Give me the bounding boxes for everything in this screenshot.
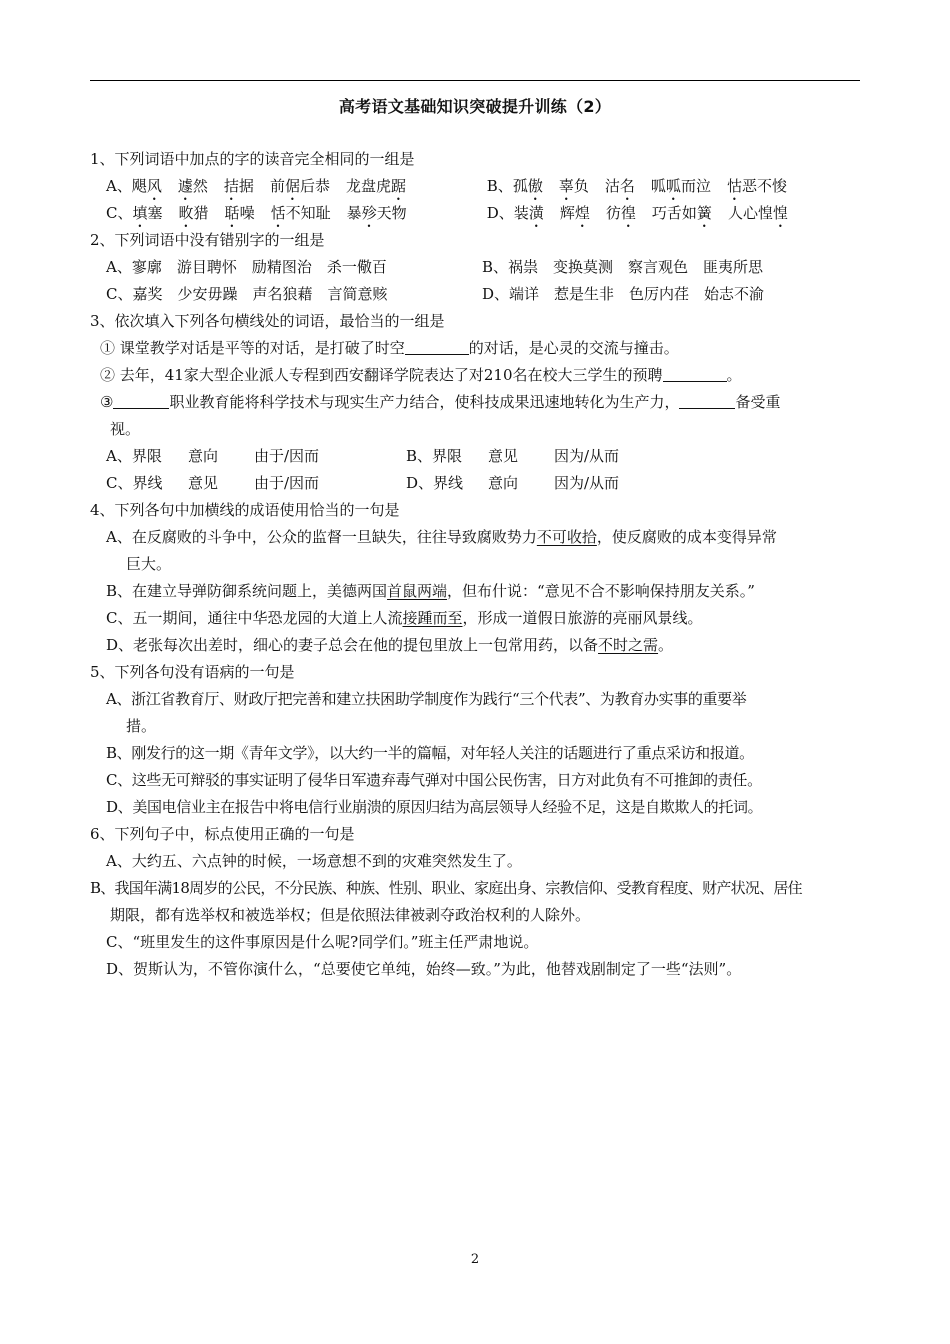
word: 暴殄天物: [346, 204, 407, 222]
word: 前倨后恭: [269, 177, 330, 195]
word: 拮据: [223, 177, 254, 195]
underlined-idiom: 不可收拾: [536, 528, 597, 546]
q5-option-c: C、这些无可辩驳的事实证明了侵华日军遗弃毒气弹对中国公民伤害，日方对此负有不可推卸的责任。: [106, 771, 762, 789]
fill-blank: [405, 338, 469, 355]
q2-option-d: D、端详 惹是生非 色厉内荏 始志不渝: [482, 285, 765, 303]
q3-option-d: D、界线 意向 因为/从而: [406, 474, 620, 492]
underlined-idiom: 不时之需: [598, 636, 659, 654]
q3-sentence-2: ② 去年，41家大型企业派人专程到西安翻译学院表达了对210名在校大三学生的预聘 。: [100, 366, 742, 384]
q1-option-d: [487, 200, 788, 231]
q6-option-d: D、贺斯认为，不管你演什么，“总要使它单纯，始终—致。”为此，他替戏剧制定了一些“法则”。: [106, 960, 742, 978]
q6-stem: 6、下列句子中，标点使用正确的一句是: [90, 825, 355, 843]
q2-option-a: A、寥廓 游目聘怀 励精图治 杀一儆百: [106, 258, 387, 276]
fill-blank: [113, 392, 169, 409]
word: 遽然: [177, 177, 208, 195]
q3-option-a: A、界限 意向 由于/因而: [106, 447, 320, 465]
page-number: 2: [470, 1252, 480, 1267]
q3-option-c: C、界线 意见 由于/因而: [106, 474, 320, 492]
word: 人心惶惶: [727, 204, 788, 222]
q3-sentence-1: ① 课堂教学对话是平等的对话，是打破了时空 的对话，是心灵的交流与撞击。: [100, 339, 679, 357]
q3-stem: 3、依次填入下列各句横线处的词语，最恰当的一组是: [90, 312, 445, 330]
word: 呱呱而泣: [650, 177, 711, 195]
word: 飓风: [131, 177, 162, 195]
q3-options-ab: [90, 443, 860, 470]
exercise-body: [90, 146, 860, 983]
q1-stem: 1、下列词语中加点的字的读音完全相同的一组是: [90, 150, 415, 168]
word: 装潢: [513, 204, 544, 222]
q2-option-b: B、祸祟 变换莫测 察言观色 匪夷所思: [482, 258, 764, 276]
q4-option-c: C、五一期间，通往中华恐龙园的大道上人流接踵而至，形成一道假日旅游的亮丽风景线。: [106, 609, 703, 627]
q2-stem: 2、下列词语中没有错别字的一组是: [90, 231, 325, 249]
word: 辜负: [558, 177, 589, 195]
word: 畋猎: [178, 204, 209, 222]
q1-a-label: A、: [106, 177, 132, 195]
q5-option-a: A、浙江省教育厅、财政厅把完善和建立扶困助学制度作为践行“三个代表”、为教育办实事的重要举: [106, 690, 747, 708]
q1-c-label: C、: [106, 204, 133, 222]
q5-option-d: D、美国电信业主在报告中将电信行业崩溃的原因归结为高层领导人经验不足，这是自欺欺人的托词。: [106, 798, 763, 816]
q2-options-ab: [90, 254, 860, 281]
word: 沽名: [604, 177, 635, 195]
fill-blank: [663, 365, 727, 382]
q3-sentence-3-cont: 视。: [110, 420, 141, 438]
q2-option-c: C、嘉奖 少安毋躁 声名狼藉 言简意赅: [106, 285, 388, 303]
q5-stem: 5、下列各句没有语病的一句是: [90, 663, 295, 681]
q1-options-cd: [90, 200, 860, 227]
q3-option-b: B、界限 意见 因为/从而: [406, 447, 620, 465]
q2-options-cd: [90, 281, 860, 308]
word: 恬不知耻: [270, 204, 331, 222]
word: 填塞: [132, 204, 163, 222]
q5-option-b: B、刚发行的这一期《青年文学》，以大约一半的篇幅，对年轻人关注的话题进行了重点采访和报道。: [106, 744, 754, 762]
q1-b-label: B、: [486, 177, 513, 195]
word: 巧舌如簧: [651, 204, 712, 222]
page-title: 高考语文基础知识突破提升训练（2）: [338, 97, 612, 116]
word: 辉煌: [559, 204, 590, 222]
q6-option-a: A、大约五、六点钟的时候，一场意想不到的灾难突然发生了。: [106, 852, 522, 870]
q4-option-a: A、在反腐败的斗争中，公众的监督一旦缺失，往往导致腐败势力不可收拾，使反腐败的成本变得异常: [106, 528, 777, 546]
q4-stem: 4、下列各句中加横线的成语使用恰当的一句是: [90, 501, 400, 519]
q1-d-label: D、: [486, 204, 514, 222]
underlined-idiom: 接踵而至: [402, 609, 463, 627]
word: 彷徨: [605, 204, 636, 222]
q1-options-ab: [90, 173, 860, 200]
q3-sentence-3: ③ 职业教育能将科学技术与现实生产力结合，使科技成果迅速地转化为生产力， 备受重: [100, 393, 781, 411]
q6-option-b-cont: 期限，都有选举权和被选举权；但是依照法律被剥夺政治权利的人除外。: [110, 906, 591, 924]
q3-options-cd: [90, 470, 860, 497]
q6-option-b: B、我国年满18周岁的公民，不分民族、种族、性别、职业、家庭出身、宗教信仰、受教育程度、财产状况、居住: [90, 879, 802, 897]
fill-blank: [679, 392, 735, 409]
q4-option-b: B、在建立导弹防御系统问题上，美德两国首鼠两端，但布什说：“意见不合不影响保持朋友关系。”: [106, 582, 755, 600]
q4-option-a-cont: 巨大。: [126, 555, 172, 573]
word: 孤傲: [512, 177, 543, 195]
underlined-idiom: 首鼠两端: [387, 582, 448, 600]
q6-option-c: C、“班里发生的这件事原因是什么呢?同学们。”班主任严肃地说。: [106, 933, 539, 951]
word: 龙盘虎踞: [345, 177, 407, 195]
q5-option-a-cont: 措。: [126, 717, 157, 735]
word: 怙恶不悛: [726, 177, 787, 195]
header-rule: [90, 80, 860, 81]
word: 聒噪: [224, 204, 255, 222]
q4-option-d: D、老张每次出差时，细心的妻子总会在他的提包里放上一包常用药，以备不时之需。: [106, 636, 674, 654]
